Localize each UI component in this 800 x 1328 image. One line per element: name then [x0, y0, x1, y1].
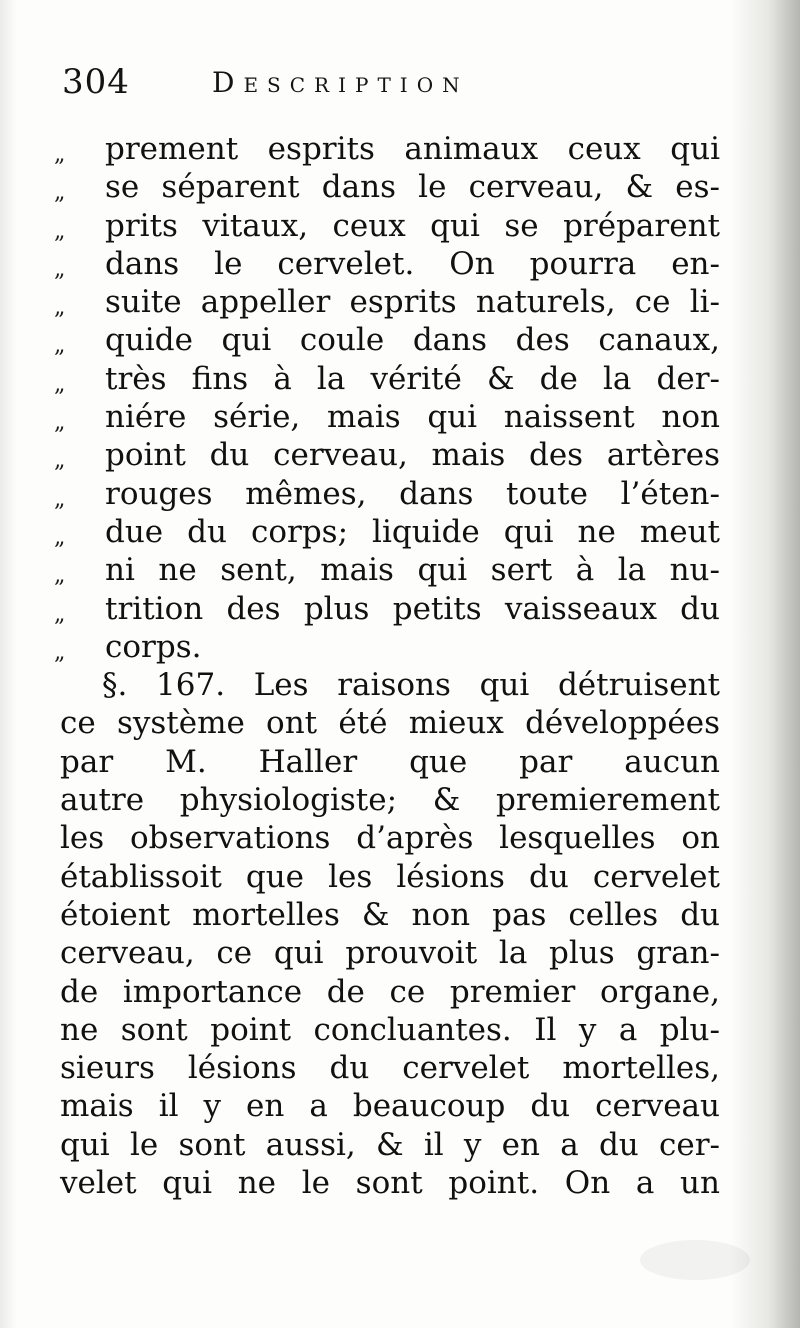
guillemet-mark: „: [54, 410, 66, 436]
quoted-line: [54, 245, 720, 283]
guillemet-mark: „: [54, 371, 66, 397]
paragraph-line: [60, 743, 720, 781]
guillemet-mark: „: [54, 524, 66, 550]
paragraph-line: [60, 1049, 720, 1087]
paragraph-line-text: étoient mortelles & non pas celles du: [60, 896, 720, 933]
quoted-line: [54, 628, 720, 666]
quoted-line: [54, 168, 720, 206]
quoted-line: [54, 551, 720, 589]
quoted-line-text: suite appeller esprits naturels, ce li-: [105, 284, 720, 321]
paragraph-line: [60, 819, 720, 857]
page-number: 304: [62, 62, 130, 102]
body-text: [54, 130, 720, 1202]
quoted-line-text: dans le cervelet. On pourra en-: [105, 245, 720, 282]
paragraph-line-text: qui le sont aussi, & il y en a du cer-: [60, 1126, 720, 1163]
quoted-line: [54, 398, 720, 436]
quoted-line-text: ni ne sent, mais qui sert à la nu-: [105, 552, 720, 589]
quoted-line: [54, 475, 720, 513]
paragraph-line: [60, 896, 720, 934]
quoted-line-text: corps.: [105, 628, 202, 665]
quoted-passage: [54, 130, 720, 666]
paragraph-line-text: par M. Haller que par aucun: [60, 743, 720, 780]
quoted-line: [54, 207, 720, 245]
quoted-line-text: point du cerveau, mais des artères: [105, 437, 720, 474]
quoted-line: [54, 360, 720, 398]
guillemet-mark: „: [54, 142, 66, 167]
quoted-line-text: trition des plus petits vaisseaux du: [105, 590, 720, 627]
paragraph-line-text: ne sont point concluantes. Il y a plu-: [60, 1011, 720, 1048]
quoted-line: [54, 130, 720, 168]
guillemet-mark: „: [54, 601, 66, 627]
paragraph-line-text: sieurs lésions du cervelet mortelles,: [60, 1050, 720, 1087]
paragraph-line-text: de importance de ce premier organe,: [60, 973, 720, 1010]
paragraph-line: [60, 1011, 720, 1049]
page-header: [62, 62, 622, 112]
section-167-paragraph: [60, 666, 720, 1202]
guillemet-mark: „: [54, 563, 66, 589]
paragraph-line-text: établissoit que les lésions du cervelet: [60, 858, 720, 895]
quoted-line: [54, 590, 720, 628]
ink-smear: [640, 1240, 750, 1280]
paragraph-line-text: les observations d’après lesquelles on: [60, 820, 720, 857]
paragraph-line: [60, 1087, 720, 1125]
quoted-line-text: très fins à la vérité & de la der-: [105, 360, 720, 397]
paragraph-line: [60, 858, 720, 896]
quoted-line-text: niére série, mais qui naissent non: [105, 399, 720, 436]
page-gutter-shadow: [730, 0, 800, 1328]
guillemet-mark: „: [54, 486, 66, 512]
paragraph-line: [60, 973, 720, 1011]
paragraph-line: [60, 781, 720, 819]
paragraph-line-text: ce système ont été mieux développées: [60, 705, 720, 742]
guillemet-mark: „: [54, 218, 66, 244]
paragraph-line-text: §. 167. Les raisons qui détruisent: [102, 667, 720, 704]
quoted-line-text: prits vitaux, ceux qui se préparent: [105, 207, 720, 244]
quoted-line: [54, 436, 720, 474]
quoted-line-text: se séparent dans le cerveau, & es-: [105, 169, 720, 206]
paragraph-line-text: mais il y en a beaucoup du cerveau: [60, 1088, 720, 1125]
quoted-line: [54, 513, 720, 551]
quoted-line-text: due du corps; liquide qui ne meut: [105, 513, 720, 550]
paragraph-line-text: autre physiologiste; & premierement: [60, 782, 720, 819]
paragraph-line-text: cerveau, ce qui prouvoit la plus gran-: [60, 935, 720, 972]
quoted-line-text: rouges mêmes, dans toute l’éten-: [105, 475, 720, 512]
guillemet-mark: „: [54, 639, 66, 665]
paragraph-line: [60, 1126, 720, 1164]
page-left-edge: [0, 0, 16, 1328]
paragraph-line: [60, 704, 720, 742]
quoted-line-text: quide qui coule dans des canaux,: [105, 322, 720, 359]
paragraph-line: [60, 934, 720, 972]
guillemet-mark: „: [54, 448, 66, 474]
guillemet-mark: „: [54, 295, 66, 321]
guillemet-mark: „: [54, 333, 66, 359]
quoted-line-text: prement esprits animaux ceux qui: [105, 131, 720, 167]
running-title: Description: [212, 66, 469, 99]
quoted-line: [54, 283, 720, 321]
guillemet-mark: „: [54, 180, 66, 206]
paragraph-line: [60, 666, 720, 704]
guillemet-mark: „: [54, 256, 66, 282]
paragraph-line-text: velet qui ne le sont point. On a un: [60, 1165, 720, 1202]
quoted-line: [54, 321, 720, 359]
paragraph-line: [60, 1164, 720, 1202]
